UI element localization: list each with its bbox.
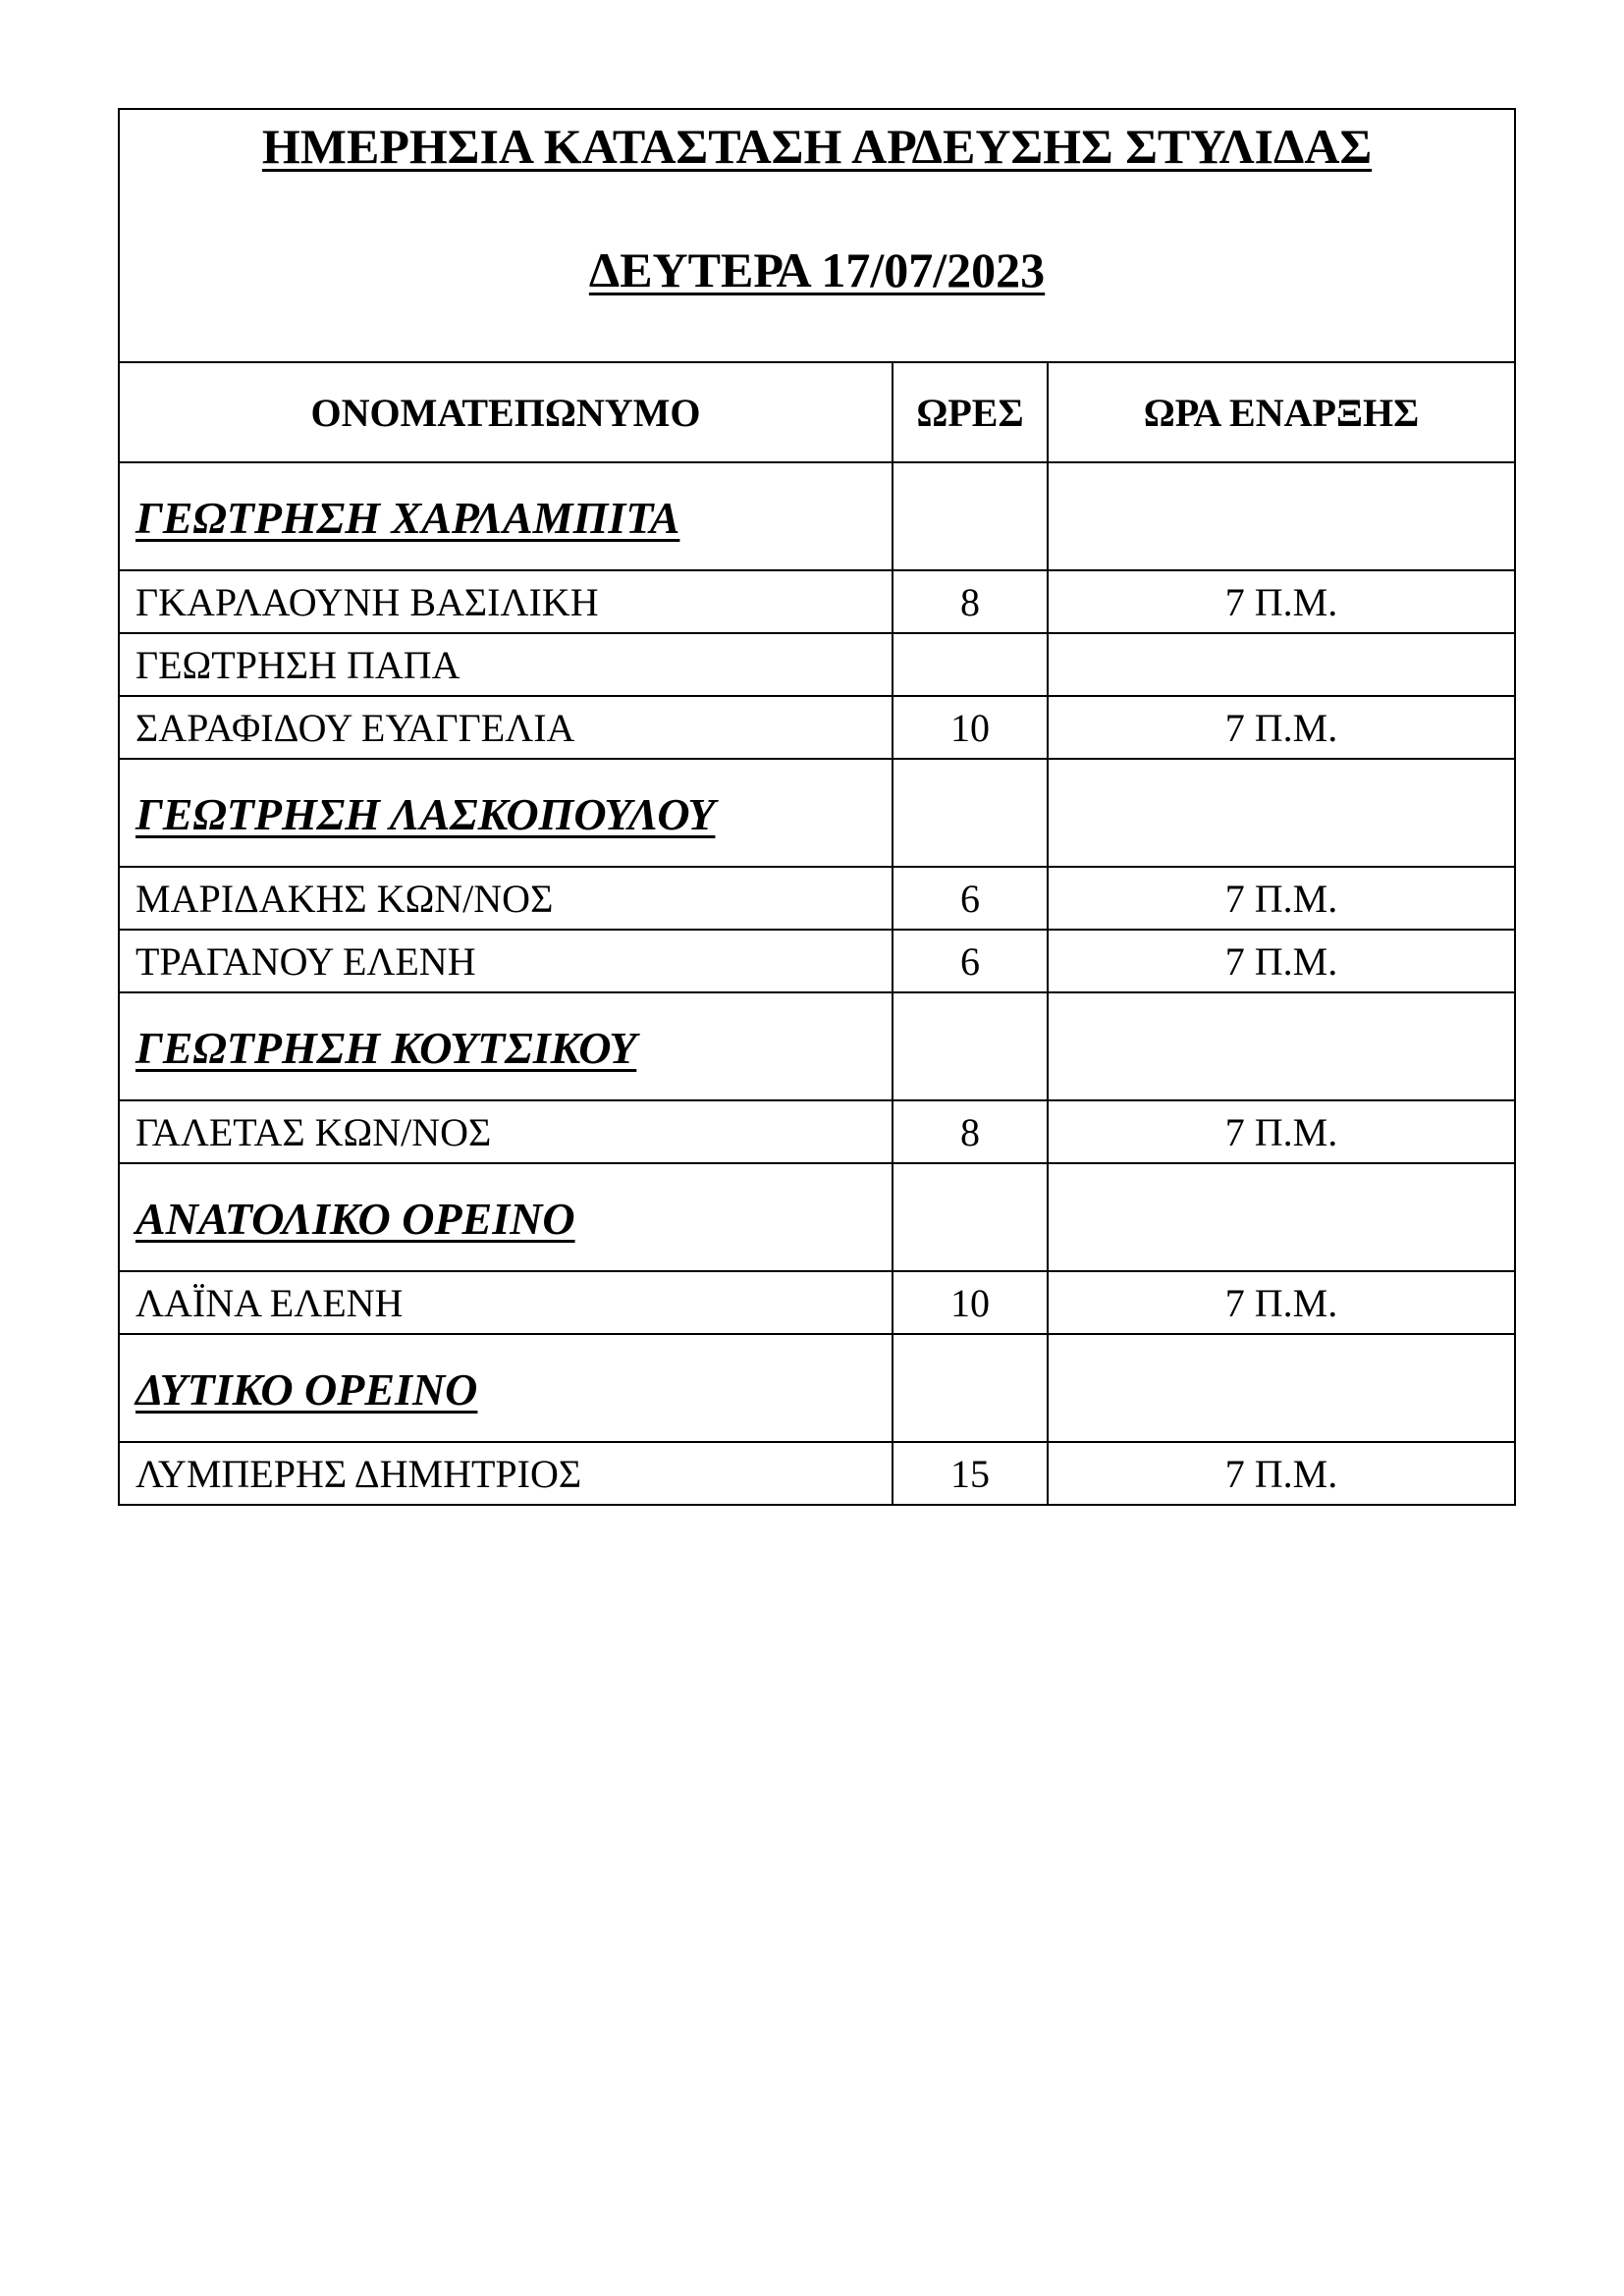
table-row: [119, 867, 1515, 930]
section-hours-cell: [893, 462, 1048, 570]
section-label: ΓΕΩΤΡΗΣΗ ΛΑΣΚΟΠΟΥΛΟΥ: [135, 788, 716, 839]
title-row: [119, 109, 1515, 362]
name-cell: ΓΚΑΡΛΑΟΥΝΗ ΒΑΣΙΛΙΚΗ: [119, 570, 893, 633]
header-hours: ΩΡΕΣ: [893, 362, 1048, 462]
table-row: [119, 633, 1515, 696]
start-time-cell: 7 Π.Μ.: [1048, 1271, 1515, 1334]
start-time-cell: 7 Π.Μ.: [1048, 1442, 1515, 1505]
hours-cell: [893, 633, 1048, 696]
irrigation-schedule-table: [118, 108, 1516, 1506]
table-row: [119, 1271, 1515, 1334]
hours-cell: 10: [893, 696, 1048, 759]
document-date: ΔΕΥΤΕΡΑ 17/07/2023: [588, 242, 1046, 297]
header-row: [119, 362, 1515, 462]
table-row: [119, 696, 1515, 759]
hours-cell: 8: [893, 1100, 1048, 1163]
section-hours-cell: [893, 1334, 1048, 1442]
header-name: ΟΝΟΜΑΤΕΠΩΝΥΜΟ: [119, 362, 893, 462]
table-row: [119, 930, 1515, 992]
section-label: ΓΕΩΤΡΗΣΗ ΚΟΥΤΣΙΚΟΥ: [135, 1022, 637, 1073]
section-start-cell: [1048, 1163, 1515, 1271]
hours-cell: 6: [893, 930, 1048, 992]
section-row: [119, 1334, 1515, 1442]
header-start-time: ΩΡΑ ΕΝΑΡΞΗΣ: [1048, 362, 1515, 462]
start-time-cell: [1048, 633, 1515, 696]
section-name-cell: [119, 1163, 893, 1271]
hours-cell: 6: [893, 867, 1048, 930]
hours-cell: 8: [893, 570, 1048, 633]
section-start-cell: [1048, 759, 1515, 867]
name-cell: ΛΥΜΠΕΡΗΣ ΔΗΜΗΤΡΙΟΣ: [119, 1442, 893, 1505]
section-label: ΔΥΤΙΚΟ ΟΡΕΙΝΟ: [135, 1363, 478, 1415]
document-title: ΗΜΕΡΗΣΙΑ ΚΑΤΑΣΤΑΣΗ ΑΡΔΕΥΣΗΣ ΣΤΥΛΙΔΑΣ: [261, 119, 1373, 174]
start-time-cell: 7 Π.Μ.: [1048, 930, 1515, 992]
section-hours-cell: [893, 1163, 1048, 1271]
section-name-cell: [119, 462, 893, 570]
name-cell: ΛΑΪΝΑ ΕΛΕΝΗ: [119, 1271, 893, 1334]
section-hours-cell: [893, 992, 1048, 1100]
title-cell: [119, 109, 1515, 362]
section-name-cell: [119, 1334, 893, 1442]
table-row: [119, 1100, 1515, 1163]
section-row: [119, 462, 1515, 570]
section-name-cell: [119, 992, 893, 1100]
hours-cell: 10: [893, 1271, 1048, 1334]
hours-cell: 15: [893, 1442, 1048, 1505]
section-label: ΓΕΩΤΡΗΣΗ ΧΑΡΛΑΜΠΙΤΑ: [135, 492, 680, 543]
section-label: ΑΝΑΤΟΛΙΚΟ ΟΡΕΙΝΟ: [135, 1193, 575, 1244]
section-row: [119, 1163, 1515, 1271]
section-start-cell: [1048, 462, 1515, 570]
section-hours-cell: [893, 759, 1048, 867]
section-row: [119, 759, 1515, 867]
start-time-cell: 7 Π.Μ.: [1048, 570, 1515, 633]
table-row: [119, 570, 1515, 633]
section-name-cell: [119, 759, 893, 867]
name-cell: ΓΑΛΕΤΑΣ ΚΩΝ/ΝΟΣ: [119, 1100, 893, 1163]
section-row: [119, 992, 1515, 1100]
name-cell: ΜΑΡΙΔΑΚΗΣ ΚΩΝ/ΝΟΣ: [119, 867, 893, 930]
section-start-cell: [1048, 1334, 1515, 1442]
name-cell: ΣΑΡΑΦΙΔΟΥ ΕΥΑΓΓΕΛΙΑ: [119, 696, 893, 759]
section-start-cell: [1048, 992, 1515, 1100]
start-time-cell: 7 Π.Μ.: [1048, 867, 1515, 930]
start-time-cell: 7 Π.Μ.: [1048, 696, 1515, 759]
name-cell: ΓΕΩΤΡΗΣΗ ΠΑΠΑ: [119, 633, 893, 696]
table-row: [119, 1442, 1515, 1505]
name-cell: ΤΡΑΓΑΝΟΥ ΕΛΕΝΗ: [119, 930, 893, 992]
start-time-cell: 7 Π.Μ.: [1048, 1100, 1515, 1163]
